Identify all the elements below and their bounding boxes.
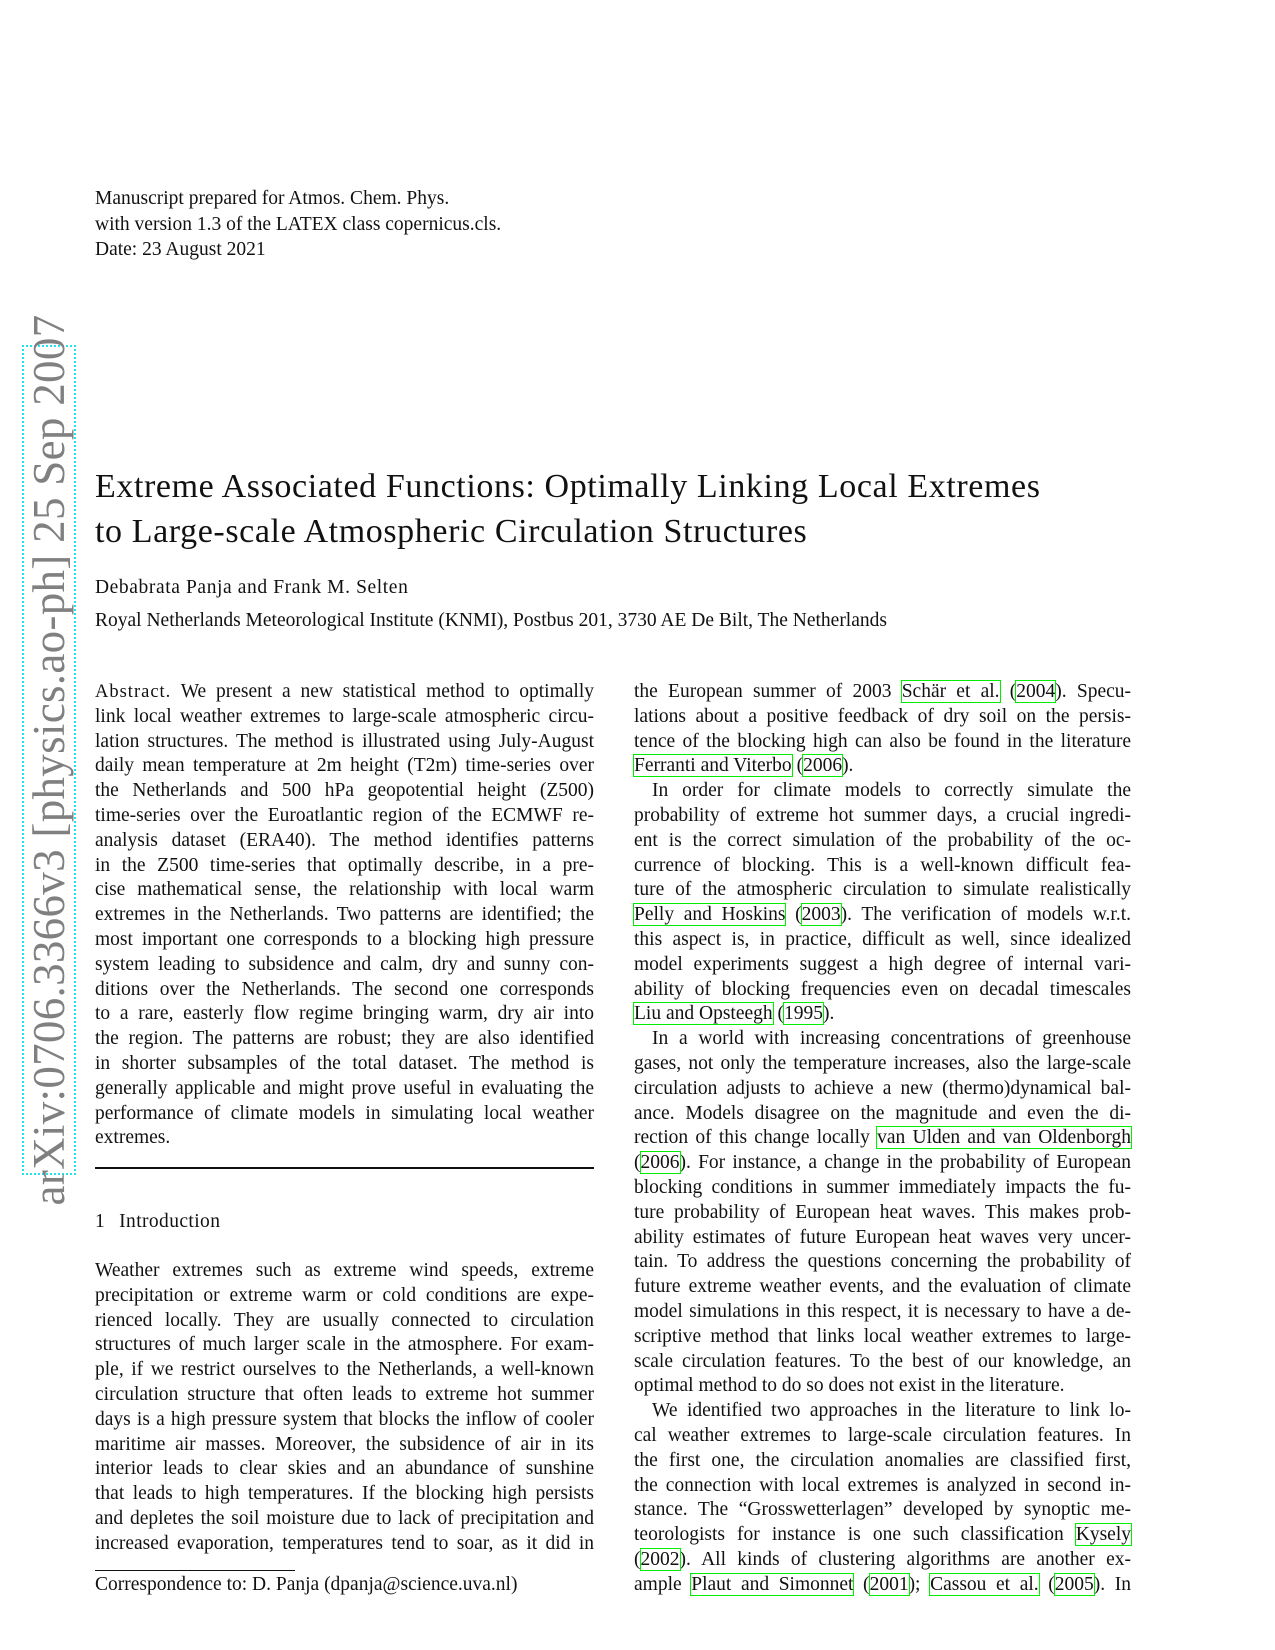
text-run: that leads to high temperatures. If the blocking high persists — [95, 1483, 594, 1505]
text-line — [634, 903, 1131, 928]
text-run: scriptive method that links local weather extremes to large- — [634, 1325, 1131, 1347]
text-line — [95, 1433, 594, 1458]
text-line — [634, 730, 1131, 755]
text-line — [634, 1002, 1131, 1027]
text-run: cal weather extremes to large-scale circulation features. In — [634, 1424, 1131, 1446]
abstract-divider — [95, 1167, 594, 1169]
citation-link[interactable]: 2006 — [640, 1152, 680, 1174]
abstract — [95, 680, 594, 1151]
text-line — [95, 1259, 594, 1284]
text-line — [95, 953, 594, 978]
citation-link[interactable]: 2006 — [803, 755, 843, 777]
citation-link[interactable]: Cassou et al. — [930, 1573, 1039, 1595]
text-line — [634, 1374, 1131, 1399]
text-line — [634, 1250, 1131, 1275]
text-run: ). — [823, 1003, 835, 1025]
text-line — [634, 1027, 1131, 1052]
text-line — [95, 1102, 594, 1127]
text-run: ture of the atmospheric circulation to simulate realistically — [634, 879, 1131, 901]
text-line — [634, 928, 1131, 953]
arxiv-identifier[interactable]: arXiv:0706.3366v3 [physics.ao-ph] 25 Sep 2007 — [24, 314, 74, 1206]
citation-link[interactable]: Kysely — [1075, 1524, 1131, 1546]
text-line — [634, 754, 1131, 779]
text-line — [95, 854, 594, 879]
text-run: precipitation or extreme warm or cold conditions are expe- — [95, 1284, 594, 1306]
citation-link[interactable]: 2005 — [1054, 1573, 1094, 1595]
text-run: daily mean temperature at 2m height (T2m) time-series over — [95, 755, 594, 777]
authors: Debabrata Panja and Frank M. Selten — [95, 577, 409, 598]
text-line — [634, 1275, 1131, 1300]
text-run: stance. The “Grosswetterlagen” developed by synoptic me- — [634, 1499, 1131, 1521]
text-run: interior leads to clear skies and an abundance of sunshine — [95, 1458, 594, 1480]
text-run: the connection with local extremes is analyzed in second in- — [634, 1474, 1131, 1496]
text-line — [634, 1052, 1131, 1077]
citation-link[interactable]: 2001 — [869, 1573, 909, 1595]
citation-link[interactable]: 2004 — [1016, 681, 1056, 702]
arxiv-stamp[interactable] — [22, 314, 76, 1206]
text-run: gases, not only the temperature increases, also the large-scale — [634, 1052, 1131, 1074]
text-run: ( — [634, 1548, 641, 1570]
text-run: ( — [1038, 1573, 1055, 1595]
text-line — [634, 779, 1131, 804]
text-run: the first one, the circulation anomalies are classified first, — [634, 1449, 1131, 1471]
text-run: maritime air masses. Moreover, the subsidence of air in its — [95, 1433, 594, 1455]
section-number: 1 — [95, 1211, 106, 1232]
text-line — [95, 1077, 594, 1102]
text-line — [95, 779, 594, 804]
right-column-body — [634, 680, 1131, 1597]
header-line: Date: 23 August 2021 — [95, 239, 266, 260]
text-line — [95, 1457, 594, 1482]
text-line — [634, 1077, 1131, 1102]
paragraph — [634, 680, 1131, 779]
text-line — [634, 1126, 1131, 1151]
text-run: performance of climate models in simulating local weather — [95, 1102, 594, 1124]
paper-title — [95, 464, 1041, 554]
text-line — [634, 1102, 1131, 1127]
text-run: ( — [772, 1003, 785, 1025]
title-line: to Large-scale Atmospheric Circulation Structures — [95, 513, 808, 550]
text-line — [634, 1573, 1131, 1598]
header-line: Manuscript prepared for Atmos. Chem. Phys. — [95, 188, 450, 209]
section-heading — [95, 1211, 220, 1233]
text-run: increased evaporation, temperatures tend to soar, as it did in — [95, 1532, 594, 1554]
text-line — [95, 1507, 594, 1532]
text-run: lation structures. The method is illustrated using July-August — [95, 730, 594, 752]
manuscript-header — [95, 186, 501, 263]
text-run: ple, if we restrict ourselves to the Netherlands, a well-known — [95, 1359, 594, 1381]
text-run: in shorter subsamples of the total dataset. The method is — [95, 1052, 594, 1074]
text-line — [95, 705, 594, 730]
right-column — [634, 680, 1131, 1597]
text-run: system leading to subsidence and calm, dry and sunny con- — [95, 953, 594, 975]
text-line — [634, 804, 1131, 829]
text-line — [95, 1532, 594, 1557]
text-line — [634, 1449, 1131, 1474]
text-run: ). Specu- — [1055, 681, 1131, 702]
text-line — [634, 978, 1131, 1003]
citation-link[interactable]: Pelly and Hoskins — [634, 904, 786, 926]
text-line — [95, 978, 594, 1003]
text-line — [634, 953, 1131, 978]
text-run: probability of extreme hot summer days, a crucial ingredi- — [634, 804, 1131, 826]
text-run: rection of this change locally — [634, 1127, 878, 1149]
text-run: ( — [999, 681, 1017, 702]
text-line — [95, 903, 594, 928]
paragraph — [95, 1259, 594, 1557]
text-line — [634, 1151, 1131, 1176]
text-run: ( — [634, 1152, 641, 1174]
text-run: Weather extremes such as extreme wind speeds, extreme — [95, 1260, 594, 1281]
left-column — [95, 680, 594, 1151]
text-line — [95, 1383, 594, 1408]
text-line — [634, 1424, 1131, 1449]
text-run: ( — [785, 904, 802, 926]
text-run: the region. The patterns are robust; they are also identified — [95, 1028, 594, 1050]
text-run: lations about a positive feedback of dry soil on the persis- — [634, 705, 1131, 727]
text-run: optimal method to do so does not exist in the literature. — [634, 1375, 1065, 1397]
citation-link[interactable]: 2003 — [801, 904, 841, 926]
text-run: ( — [853, 1573, 870, 1595]
text-run: ability estimates of future European heat waves very uncer- — [634, 1226, 1131, 1248]
text-line — [634, 1201, 1131, 1226]
text-run: ). All kinds of clustering algorithms are another ex- — [679, 1548, 1131, 1570]
text-run: ); — [908, 1573, 931, 1595]
text-line — [634, 1399, 1131, 1424]
text-line — [634, 1548, 1131, 1573]
text-line — [634, 829, 1131, 854]
text-line — [634, 1474, 1131, 1499]
text-run: cise mathematical sense, the relationship with local warm — [95, 879, 594, 901]
text-line — [95, 928, 594, 953]
text-line — [95, 1126, 594, 1151]
text-line — [634, 705, 1131, 730]
text-run: time-series over the Euroatlantic region of the ECMWF re- — [95, 804, 594, 826]
text-run: circulation structure that often leads to extreme hot summer — [95, 1383, 594, 1405]
text-run: and depletes the soil moisture due to lack of precipitation and — [95, 1507, 594, 1529]
text-run: blocking conditions in summer immediately impacts the fu- — [634, 1176, 1131, 1198]
abstract-label: Abstract. — [95, 682, 172, 702]
text-run: days is a high pressure system that blocks the inflow of cooler — [95, 1408, 594, 1430]
text-run: model experiments suggest a high degree of internal vari- — [634, 953, 1131, 975]
text-run: future extreme weather events, and the evaluation of climate — [634, 1276, 1131, 1298]
text-line — [634, 1176, 1131, 1201]
text-line — [95, 1482, 594, 1507]
text-run: extremes in the Netherlands. Two patterns are identified; the — [95, 904, 594, 926]
text-run: In a world with increasing concentrations of greenhouse — [652, 1028, 1131, 1050]
section-title: Introduction — [119, 1211, 221, 1232]
text-run: ability of blocking frequencies even on decadal timescales — [634, 978, 1131, 1000]
text-line — [95, 1333, 594, 1358]
text-run: this aspect is, in practice, difficult as well, since idealized — [634, 928, 1131, 950]
text-run: circulation adjusts to achieve a new (thermo)dynamical bal- — [634, 1077, 1131, 1099]
text-run: tence of the blocking high can also be found in the literature — [634, 730, 1131, 752]
citation-link[interactable]: 2002 — [640, 1548, 680, 1570]
text-run: analysis dataset (ERA40). The method identifies patterns — [95, 829, 594, 851]
text-line — [634, 1325, 1131, 1350]
text-line — [95, 829, 594, 854]
text-run: in the Z500 time-series that optimally describe, in a pre- — [95, 854, 594, 876]
paragraph — [634, 1399, 1131, 1597]
citation-link[interactable]: 1995 — [784, 1003, 824, 1025]
text-run: to a rare, easterly flow regime bringing warm, dry air into — [95, 1003, 594, 1025]
intro-body — [95, 1259, 594, 1557]
text-run: ). The verification of models w.r.t. — [840, 904, 1131, 926]
text-run: ). — [842, 755, 854, 777]
paragraph — [634, 779, 1131, 1027]
text-line — [95, 878, 594, 903]
text-run: teorologists for instance is one such classification — [634, 1524, 1076, 1546]
text-line — [634, 1350, 1131, 1375]
text-line — [95, 1002, 594, 1027]
text-run: most important one corresponds to a blocking high pressure — [95, 928, 594, 950]
footnote: Correspondence to: D. Panja (dpanja@science.uva.nl) — [95, 1574, 518, 1595]
title-line: Extreme Associated Functions: Optimally Linking Local Extremes — [95, 468, 1041, 505]
header-line: with version 1.3 of the LATEX class copernicus.cls. — [95, 213, 502, 235]
text-run: link local weather extremes to large-scale atmospheric circu- — [95, 705, 594, 727]
paragraph — [95, 680, 594, 1151]
text-run: ent is the correct simulation of the probability of the oc- — [634, 829, 1131, 851]
text-line — [634, 1498, 1131, 1523]
text-run: structures of much larger scale in the atmosphere. For exam- — [95, 1334, 594, 1356]
citation-link[interactable]: Schär et al. — [901, 681, 1000, 702]
text-line — [95, 730, 594, 755]
citation-link[interactable]: Plaut and Simonnet — [691, 1573, 854, 1595]
text-line — [95, 1358, 594, 1383]
text-run: model simulations in this respect, it is necessary to have a de- — [634, 1300, 1131, 1322]
text-line — [95, 1284, 594, 1309]
citation-link[interactable]: Ferranti and Viterbo — [634, 755, 792, 777]
text-line — [634, 680, 1131, 705]
text-line — [95, 1309, 594, 1334]
paragraph — [634, 1027, 1131, 1399]
citation-link[interactable]: Liu and Opsteegh — [634, 1003, 773, 1025]
text-run: rienced locally. They are usually connected to circulation — [95, 1309, 594, 1331]
affiliation: Royal Netherlands Meteorological Institute (KNMI), Postbus 201, 3730 AE De Bilt, The Netherlands — [95, 610, 887, 631]
text-run: ance. Models disagree on the magnitude and even the di- — [634, 1102, 1131, 1124]
text-run: scale circulation features. To the best of our knowledge, an — [634, 1350, 1131, 1372]
text-run: We identified two approaches in the literature to link lo- — [652, 1400, 1131, 1422]
text-line — [634, 1226, 1131, 1251]
text-run: ). For instance, a change in the probability of European — [679, 1152, 1131, 1174]
text-run: extremes. — [95, 1127, 171, 1149]
text-run: In order for climate models to correctly simulate the — [652, 780, 1131, 802]
text-line — [95, 1052, 594, 1077]
text-run: ditions over the Netherlands. The second one corresponds — [95, 978, 594, 1000]
text-line — [95, 1027, 594, 1052]
text-run: currence of blocking. This is a well-known difficult fea- — [634, 854, 1131, 876]
text-line — [634, 1523, 1131, 1548]
text-line — [95, 804, 594, 829]
text-run: generally applicable and might prove useful in evaluating the — [95, 1077, 594, 1099]
footnote-divider — [95, 1570, 295, 1571]
text-line — [95, 680, 594, 705]
text-run: ample — [634, 1573, 692, 1595]
text-run: ). In — [1093, 1573, 1131, 1595]
text-line — [634, 1300, 1131, 1325]
introduction-text — [95, 1259, 594, 1557]
text-line — [95, 1408, 594, 1433]
text-run: ( — [791, 755, 804, 777]
text-line — [95, 754, 594, 779]
citation-link[interactable]: van Ulden and van Oldenborgh — [877, 1127, 1131, 1149]
text-run: tain. To address the questions concerning the probability of — [634, 1251, 1131, 1273]
text-line — [634, 878, 1131, 903]
text-line — [634, 854, 1131, 879]
text-run: the European summer of 2003 — [634, 681, 902, 702]
text-run: ture probability of European heat waves. This makes prob- — [634, 1201, 1131, 1223]
text-run: We present a new statistical method to optimally — [171, 681, 594, 702]
text-run: the Netherlands and 500 hPa geopotential height (Z500) — [95, 780, 594, 802]
